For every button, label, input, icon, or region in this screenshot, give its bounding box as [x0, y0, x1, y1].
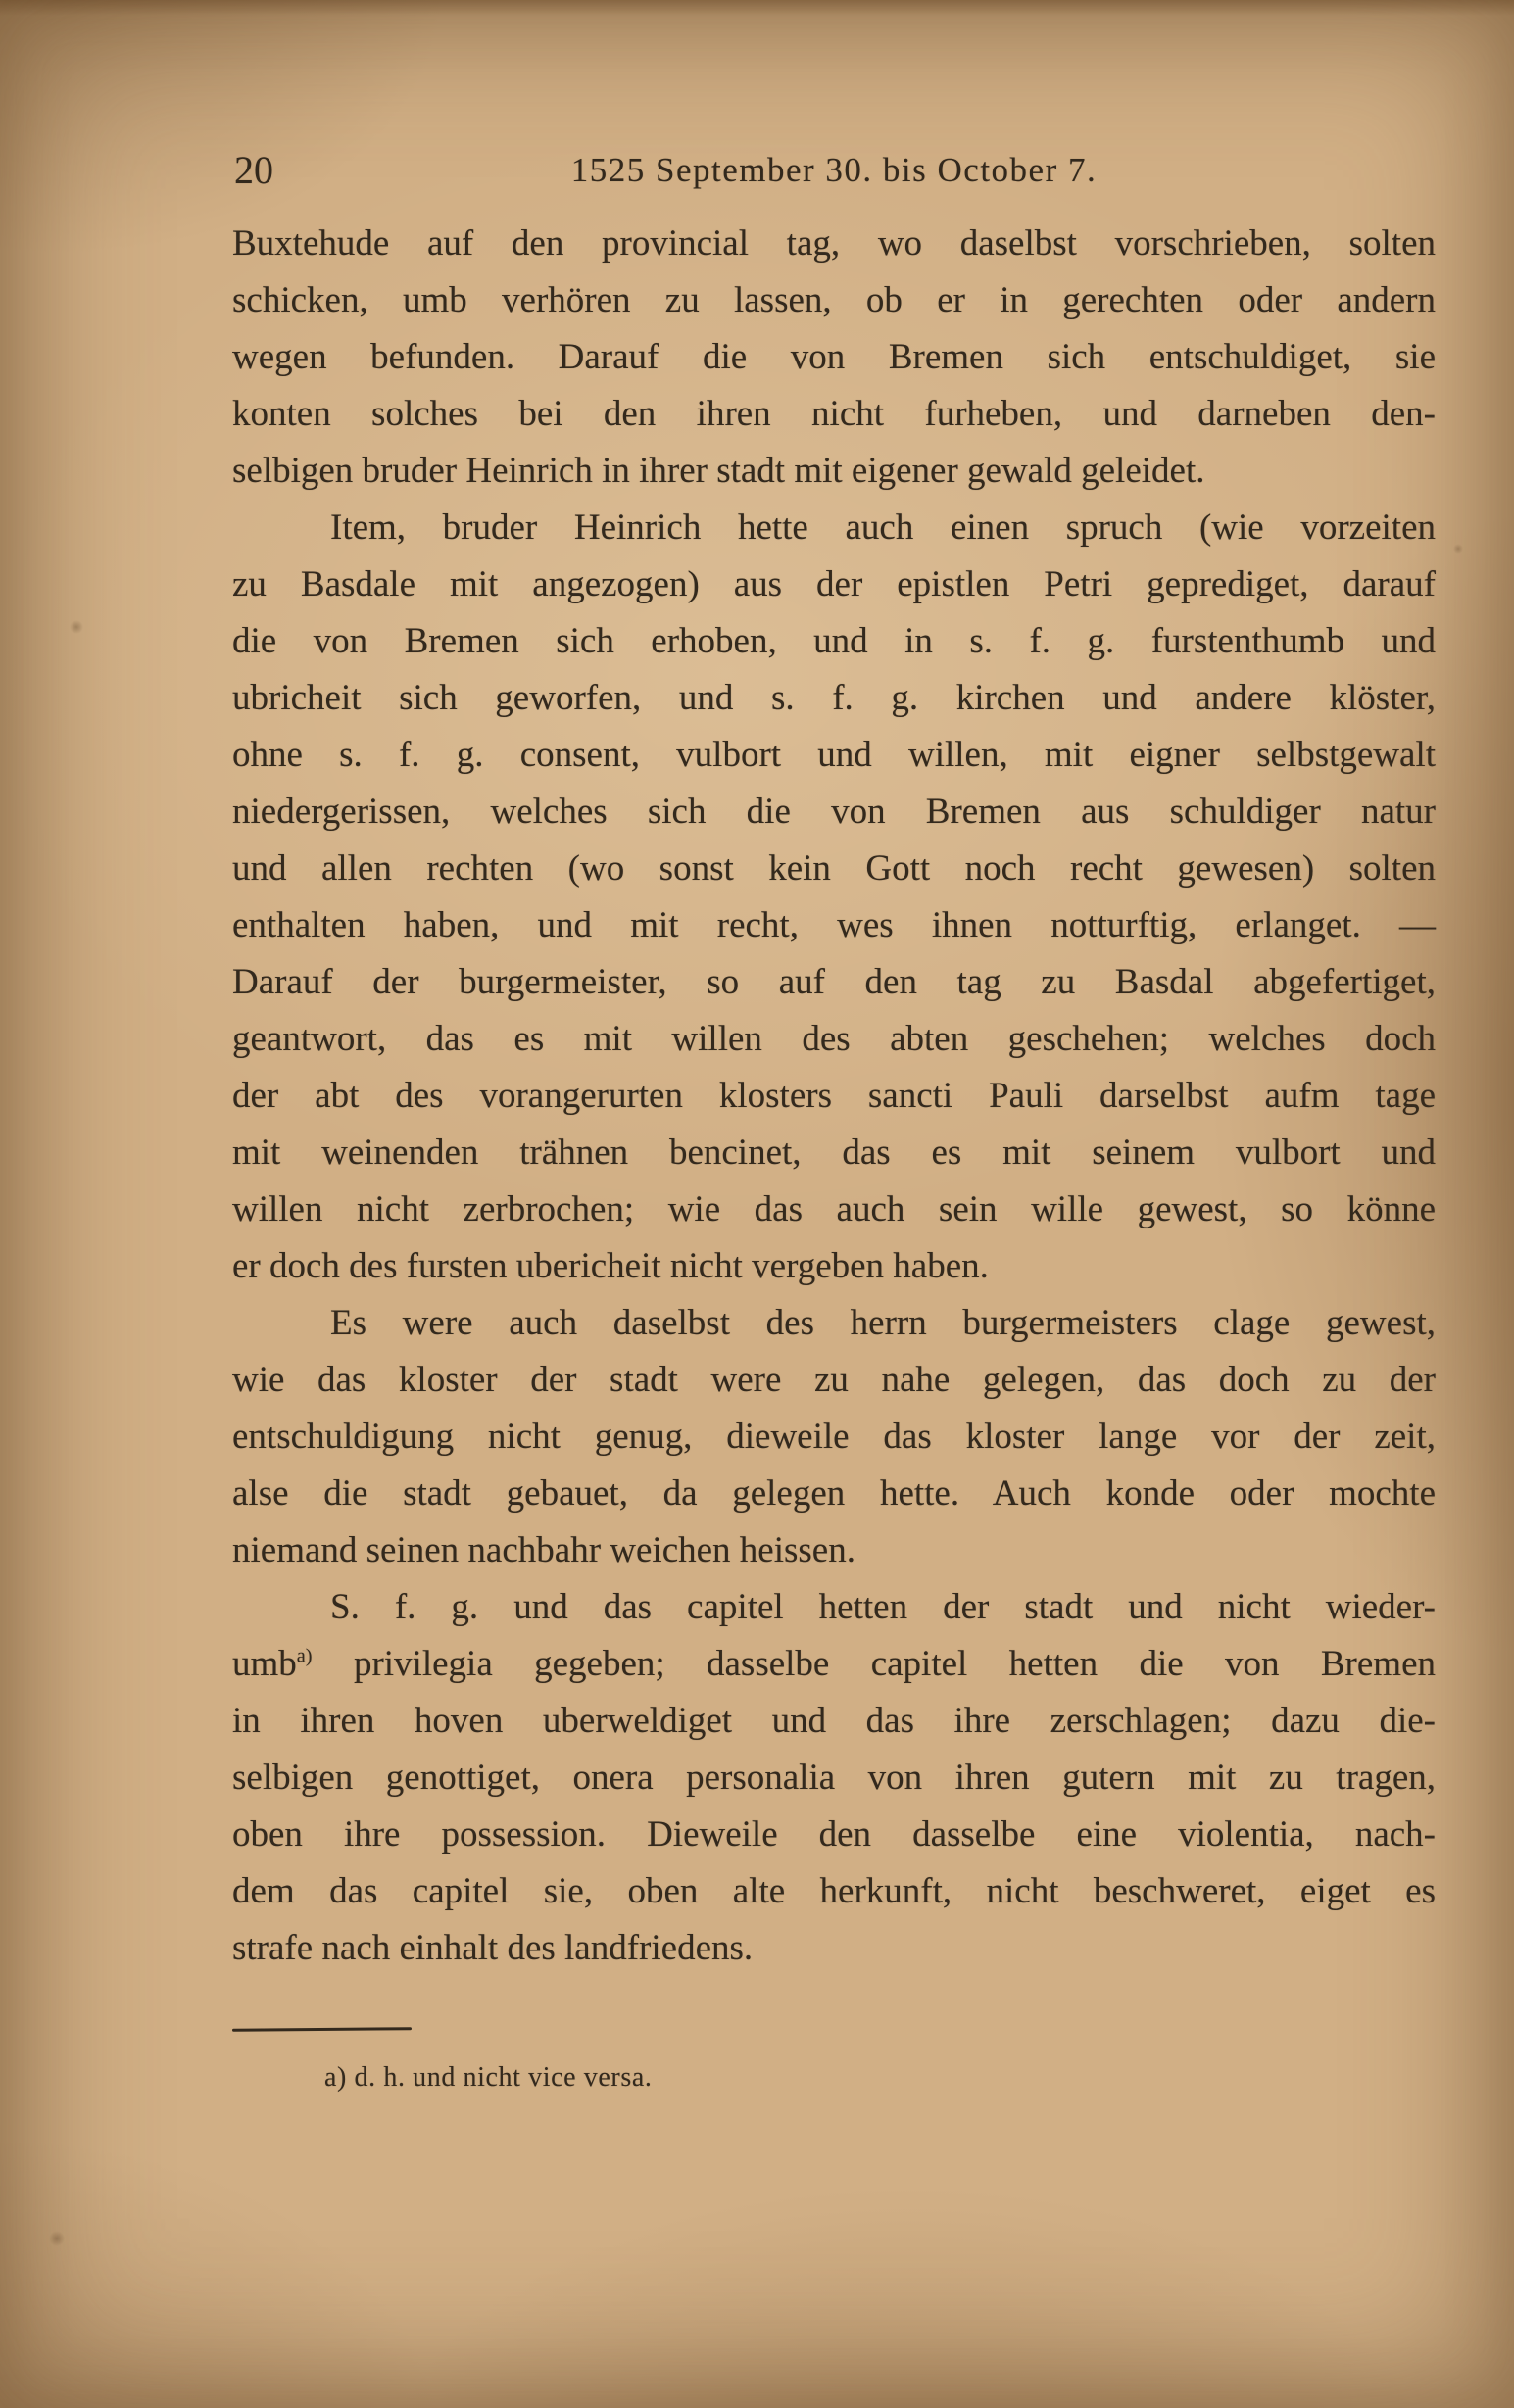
footnote-rule: [232, 2027, 412, 2032]
text-line: konten solches bei den ihren nicht furheben, und darneben den-: [232, 394, 1436, 434]
text-line: schicken, umb verhören zu lassen, ob er in gerechten oder andern: [232, 280, 1436, 320]
text-line: mit weinenden trähnen bencinet, das es mit seinem vulbort und: [232, 1132, 1436, 1173]
text-block: [232, 147, 1436, 2094]
text-line: Darauf der burgermeister, so auf den tag zu Basdal abgefertiget,: [232, 962, 1436, 1002]
text-line: er doch des fursten ubericheit nicht vergeben haben.: [232, 1246, 989, 1286]
text-line: der abt des vorangerurten klosters sancti Pauli darselbst aufm tage: [232, 1076, 1436, 1116]
text-line: dem das capitel sie, oben alte herkunft, nicht beschweret, eiget es: [232, 1871, 1436, 1911]
text-line: enthalten haben, und mit recht, wes ihnen notturftig, erlanget. —: [232, 905, 1436, 945]
text-line: Es were auch daselbst des herrn burgermeisters clage gewest,: [330, 1303, 1436, 1343]
paragraph: [232, 216, 1436, 500]
text-line: entschuldigung nicht genug, dieweile das kloster lange vor der zeit,: [232, 1417, 1436, 1457]
text-line: in ihren hoven uberweldiget und das ihre zerschlagen; dazu die-: [232, 1701, 1436, 1741]
text-line: ubricheit sich geworfen, und s. f. g. kirchen und andere klöster,: [232, 678, 1436, 718]
text-line: S. f. g. und das capitel hetten der stadt und nicht wieder-: [330, 1587, 1436, 1627]
body-text: [232, 216, 1436, 1977]
text-line: niedergerissen, welches sich die von Bremen aus schuldiger natur: [232, 792, 1436, 832]
text-line: wie das kloster der stadt were zu nahe gelegen, das doch zu der: [232, 1360, 1436, 1400]
text-line: oben ihre possession. Dieweile den dasselbe eine violentia, nach-: [232, 1814, 1436, 1854]
paragraph: [232, 500, 1436, 1295]
text-line: selbigen bruder Heinrich in ihrer stadt mit eigener gewald geleidet.: [232, 451, 1205, 491]
text-line: alse die stadt gebauet, da gelegen hette. Auch konde oder mochte: [232, 1473, 1436, 1514]
text-line: Item, bruder Heinrich hette auch einen spruch (wie vorzeiten: [330, 507, 1436, 548]
text-line: willen nicht zerbrochen; wie das auch sein wille gewest, so könne: [232, 1189, 1436, 1229]
text-line: niemand seinen nachbahr weichen heissen.: [232, 1530, 855, 1570]
text-line: selbigen genottiget, onera personalia von ihren gutern mit zu tragen,: [232, 1758, 1436, 1798]
text-line: die von Bremen sich erhoben, und in s. f. g. furstenthumb und: [232, 621, 1436, 661]
footnote: a) d. h. und nicht vice versa.: [324, 2062, 653, 2093]
text-line: und allen rechten (wo sonst kein Gott noch recht gewesen) solten: [232, 848, 1436, 889]
text-line: geantwort, das es mit willen des abten geschehen; welches doch: [232, 1019, 1436, 1059]
text-line: zu Basdale mit angezogen) aus der epistlen Petri geprediget, darauf: [232, 564, 1436, 604]
text-line: ohne s. f. g. consent, vulbort und willen, mit eigner selbstgewalt: [232, 735, 1436, 775]
paragraph: [232, 1295, 1436, 1579]
text-line: strafe nach einhalt des landfriedens.: [232, 1928, 754, 1968]
text-line: umb$^{a)}$ privilegia gegeben; dasselbe capitel hetten die von Bremen: [232, 1644, 1436, 1684]
paragraph: [232, 1579, 1436, 1977]
running-header: 1525 September 30. bis October 7.: [570, 151, 1098, 189]
page-number: 20: [234, 148, 273, 192]
text-line: Buxtehude auf den provincial tag, wo daselbst vorschrieben, solten: [232, 223, 1436, 264]
footnote-marker: a): [296, 1645, 313, 1667]
page-header: [232, 147, 1436, 206]
text-line: wegen befunden. Darauf die von Bremen sich entschuldiget, sie: [232, 337, 1436, 377]
